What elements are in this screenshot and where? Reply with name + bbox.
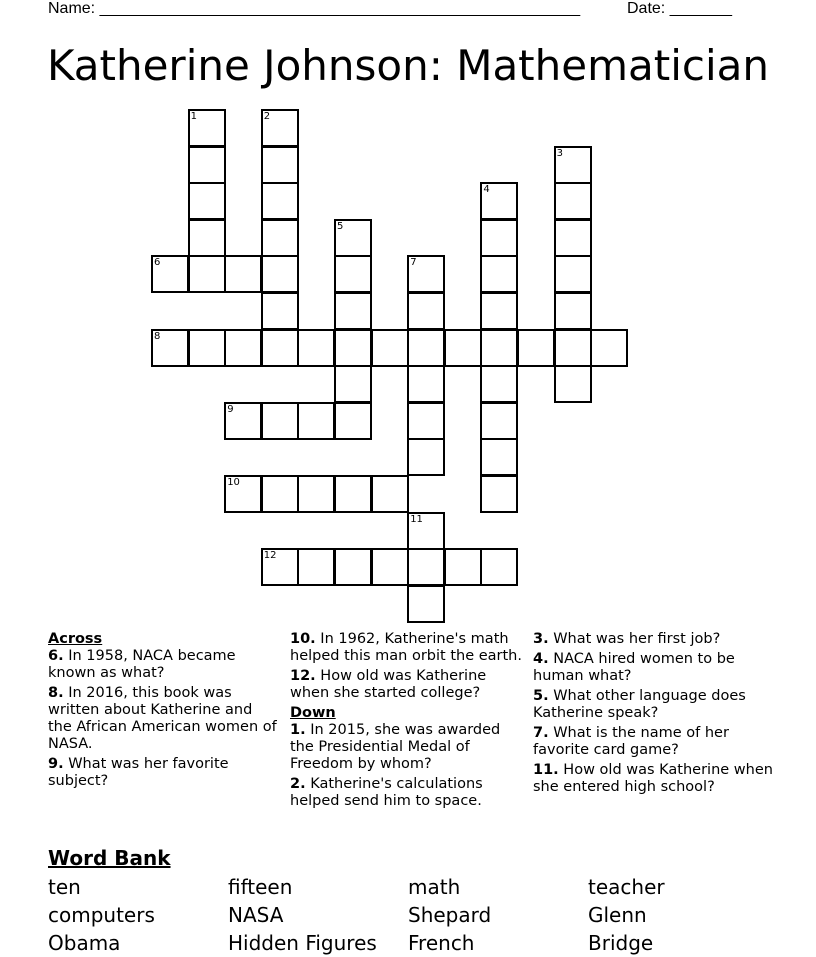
- grid-cell[interactable]: [554, 146, 592, 184]
- grid-cell[interactable]: [480, 219, 518, 257]
- word-bank-word: Hidden Figures: [228, 931, 377, 955]
- grid-cell[interactable]: [334, 402, 372, 440]
- clue-item-number: 7.: [533, 725, 549, 741]
- grid-cell[interactable]: [554, 219, 592, 257]
- grid-cell[interactable]: [297, 548, 335, 586]
- grid-cell[interactable]: [590, 329, 628, 367]
- clue-number: 9: [227, 403, 234, 415]
- clue-item-text: Katherine's calculations helped send him to space.: [290, 776, 483, 809]
- clue-section-heading: Down: [290, 705, 336, 721]
- clue-item: [533, 725, 773, 759]
- clue-item-text: What was her first job?: [548, 631, 721, 647]
- clue-item-text: What was her favorite subject?: [48, 756, 229, 789]
- grid-cell[interactable]: [334, 365, 372, 403]
- grid-cell[interactable]: [151, 255, 189, 293]
- grid-cell[interactable]: [261, 475, 299, 513]
- clue-item-number: 1.: [290, 722, 306, 738]
- grid-cell[interactable]: [407, 585, 445, 623]
- grid-cell[interactable]: [188, 255, 226, 293]
- grid-cell[interactable]: [188, 146, 226, 184]
- grid-cell[interactable]: [480, 548, 518, 586]
- clue-item-number: 11.: [533, 762, 559, 778]
- word-bank-word: Obama: [48, 931, 121, 955]
- clue-column-2: [290, 631, 522, 813]
- clue-column-1: [48, 631, 278, 793]
- clue-item: [533, 651, 773, 685]
- word-bank-word: NASA: [228, 903, 284, 927]
- clue-item: [290, 668, 522, 702]
- word-bank-word: math: [408, 875, 461, 899]
- grid-cell[interactable]: [188, 329, 226, 367]
- clue-number: 12: [263, 550, 277, 562]
- clue-item-number: 9.: [48, 756, 64, 772]
- page-title: Katherine Johnson: Mathematician: [46, 41, 770, 90]
- clue-item-text: How old was Katherine when she started college?: [290, 668, 487, 701]
- grid-cell[interactable]: [480, 475, 518, 513]
- clue-number: 4: [483, 184, 490, 196]
- grid-cell[interactable]: [297, 475, 335, 513]
- clue-item-number: 5.: [533, 688, 549, 704]
- grid-cell[interactable]: [334, 548, 372, 586]
- grid-cell[interactable]: [261, 402, 299, 440]
- clue-item: [48, 685, 278, 753]
- clue-item-text: What is the name of her favorite card game?: [533, 725, 729, 758]
- grid-cell[interactable]: [261, 109, 299, 147]
- grid-cell[interactable]: [224, 475, 262, 513]
- clue-item-text: NACA hired women to be human what?: [533, 651, 735, 684]
- clue-number: 2: [263, 111, 271, 122]
- grid-cell[interactable]: [444, 329, 482, 367]
- grid-cell[interactable]: [554, 255, 592, 293]
- clue-item: [290, 776, 522, 810]
- grid-cell[interactable]: [554, 365, 592, 403]
- clue-item: [48, 648, 278, 682]
- grid-cell[interactable]: [261, 182, 299, 220]
- grid-cell[interactable]: [188, 182, 226, 220]
- grid-cell[interactable]: [554, 182, 592, 220]
- word-bank-word: French: [408, 931, 475, 955]
- grid-cell[interactable]: [480, 438, 518, 476]
- clue-item: [533, 631, 773, 648]
- clue-number: 6: [154, 257, 161, 269]
- clue-number: 5: [337, 220, 344, 232]
- clue-item: [533, 688, 773, 722]
- grid-cell[interactable]: [261, 292, 299, 330]
- date-field-label: Date: _______: [627, 0, 732, 17]
- clue-item: [290, 722, 522, 773]
- clue-number: 7: [410, 257, 417, 269]
- grid-cell[interactable]: [480, 365, 518, 403]
- grid-cell[interactable]: [480, 329, 518, 367]
- grid-cell[interactable]: [407, 365, 445, 403]
- grid-cell[interactable]: [188, 219, 226, 257]
- grid-cell[interactable]: [224, 402, 262, 440]
- clue-item-number: 3.: [533, 631, 549, 647]
- grid-cell[interactable]: [554, 292, 592, 330]
- clue-section-heading: Across: [48, 631, 103, 647]
- grid-cell[interactable]: [261, 146, 299, 184]
- clue-number: 10: [227, 477, 240, 488]
- clue-item-number: 8.: [48, 685, 64, 701]
- grid-cell[interactable]: [334, 292, 372, 330]
- clue-item: [48, 756, 278, 790]
- clue-number: 11: [410, 513, 423, 525]
- name-field-label: Name: ______________________________________________________: [48, 0, 581, 17]
- clue-item-number: 12.: [290, 668, 316, 684]
- clue-number: 8: [154, 330, 161, 342]
- clue-number: 3: [556, 147, 563, 159]
- grid-cell[interactable]: [261, 219, 299, 257]
- grid-cell[interactable]: [480, 292, 518, 330]
- clue-item-text: What other language does Katherine speak?: [533, 688, 746, 721]
- grid-cell[interactable]: [334, 329, 372, 367]
- grid-cell[interactable]: [261, 329, 299, 367]
- clue-item: [290, 631, 522, 665]
- clue-item-number: 10.: [290, 631, 316, 647]
- grid-cell[interactable]: [407, 512, 445, 550]
- grid-cell[interactable]: [371, 329, 409, 367]
- grid-cell[interactable]: [480, 182, 518, 220]
- grid-cell[interactable]: [407, 402, 445, 440]
- clue-column-3: [533, 631, 773, 799]
- grid-cell[interactable]: [371, 548, 409, 586]
- clue-item-text: In 2016, this book was written about Katherine and the African American women of NASA.: [48, 685, 277, 752]
- grid-cell[interactable]: [188, 109, 226, 147]
- grid-cell[interactable]: [334, 219, 372, 257]
- grid-cell[interactable]: [480, 255, 518, 293]
- grid-cell[interactable]: [407, 438, 445, 476]
- word-bank-title: Word Bank: [48, 846, 171, 870]
- word-bank-word: teacher: [588, 875, 665, 899]
- word-bank-word: fifteen: [228, 875, 293, 899]
- clue-number: 1: [190, 111, 197, 122]
- clue-item-number: 2.: [290, 776, 306, 792]
- word-bank-word: Shepard: [408, 903, 492, 927]
- word-bank-word: computers: [48, 903, 155, 927]
- grid-cell[interactable]: [407, 255, 445, 293]
- grid-cell[interactable]: [224, 255, 262, 293]
- grid-cell[interactable]: [224, 329, 262, 367]
- grid-cell[interactable]: [371, 475, 409, 513]
- word-bank-word: Bridge: [588, 931, 654, 955]
- grid-cell[interactable]: [407, 548, 445, 586]
- word-bank-word: ten: [48, 875, 81, 899]
- clue-item: [533, 762, 773, 796]
- grid-cell[interactable]: [334, 255, 372, 293]
- clue-item-text: In 1958, NACA became known as what?: [48, 648, 236, 681]
- clue-item-text: In 2015, she was awarded the Presidential Medal of Freedom by whom?: [290, 722, 501, 772]
- word-bank-word: Glenn: [588, 903, 647, 927]
- grid-cell[interactable]: [480, 402, 518, 440]
- clue-item-number: 6.: [48, 648, 64, 664]
- grid-cell[interactable]: [334, 475, 372, 513]
- grid-cell[interactable]: [297, 329, 335, 367]
- clue-item-text: In 1962, Katherine's math helped this man orbit the earth.: [290, 631, 522, 664]
- grid-cell[interactable]: [407, 292, 445, 330]
- grid-cell[interactable]: [554, 329, 592, 367]
- grid-cell[interactable]: [407, 329, 445, 367]
- grid-cell[interactable]: [444, 548, 482, 586]
- grid-cell[interactable]: [261, 255, 299, 293]
- grid-cell[interactable]: [151, 329, 189, 367]
- grid-cell[interactable]: [261, 548, 299, 586]
- clue-item-number: 4.: [533, 651, 549, 667]
- grid-cell[interactable]: [517, 329, 555, 367]
- clue-item-text: How old was Katherine when she entered high school?: [533, 762, 773, 795]
- grid-cell[interactable]: [297, 402, 335, 440]
